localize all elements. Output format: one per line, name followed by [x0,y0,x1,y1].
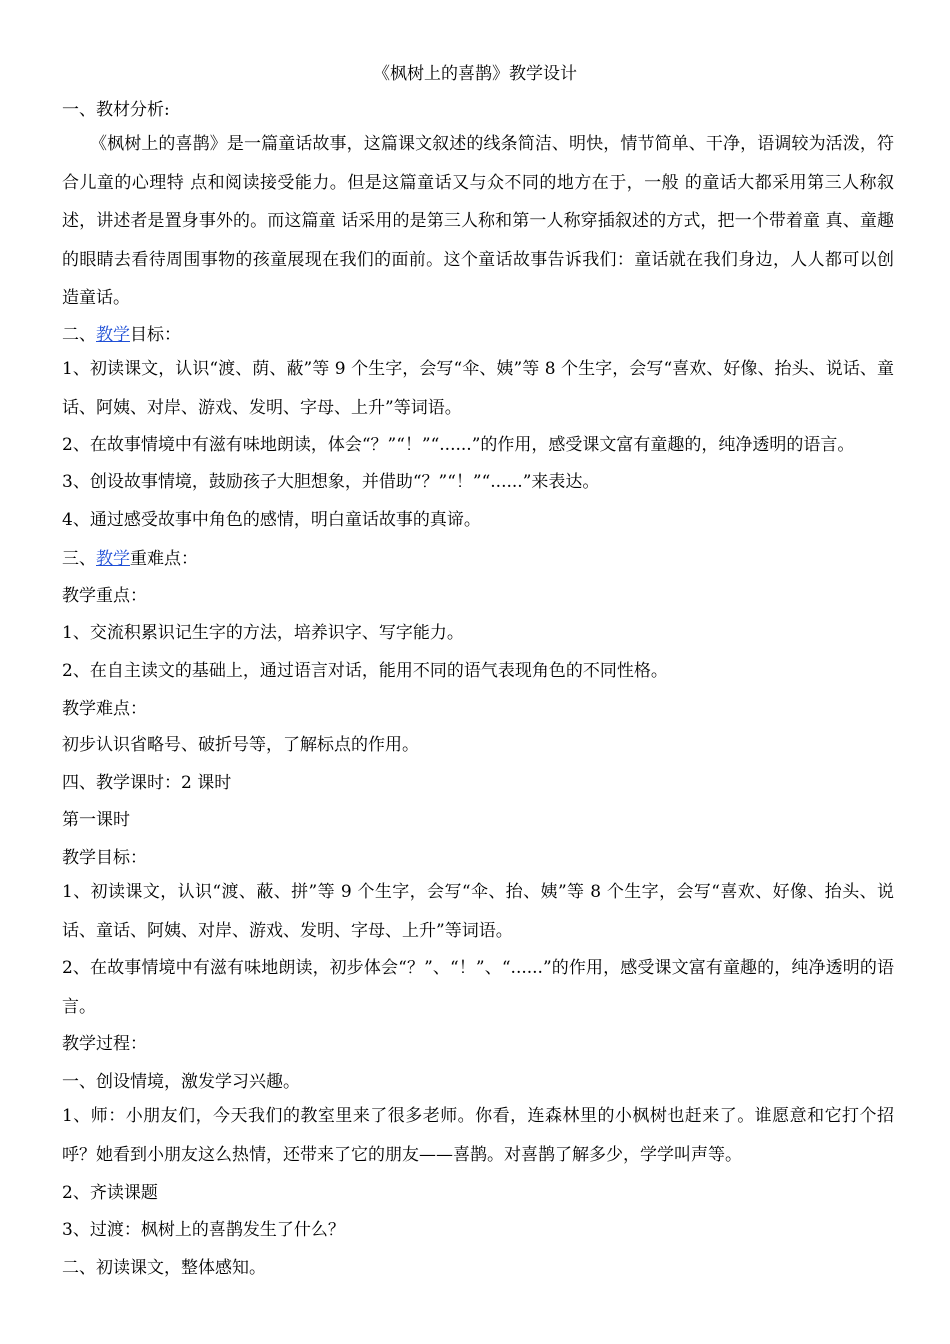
difficulty-point-1: 初步认识省略号、破折号等，了解标点的作用。 [62,735,419,755]
document-title: 《枫树上的喜鹊》教学设计 [373,64,577,84]
section-number: 三、 [62,549,96,569]
step-1-item-2: 2、齐读课题 [62,1183,158,1203]
step-1-item-1: 1、师：小朋友们，今天我们的教室里来了很多老师。你看，连森林里的小枫树也赶来了。谁愿意和它打个招呼？她看到小朋友这么热情，还带来了它的朋友——喜鹊。对喜鹊了解多少，学学叫声等。 [62,1106,894,1165]
step-1-heading: 一、创设情境，激发学习兴趣。 [62,1072,300,1092]
process-heading: 教学过程： [62,1034,147,1054]
teaching-link[interactable]: 教学 [96,549,130,569]
goal-item-2: 2、在故事情境中有滋有味地朗读，体会“？”“！”“......”的作用，感受课文富有童趣的，纯净透明的语言。 [62,435,855,455]
lesson-goal-1: 1、初读课文，认识“渡、蔽、拼”等 9 个生字，会写“伞、抬、姨”等 8 个生字，会写“喜欢、好像、抬头、说话、童话、阿姨、对岸、游戏、发明、字母、上升”等词语。 [62,882,894,941]
goal-item-1: 1、初读课文，认识“渡、荫、蔽”等 9 个生字，会写“伞、姨”等 8 个生字，会写“喜欢、好像、抬头、说话、童话、阿姨、对岸、游戏、发明、字母、上升”等词语。 [62,359,894,418]
section-label: 重难点： [130,549,198,569]
section-number: 二、 [62,325,96,345]
section-heading-keypoints [62,547,894,571]
step-1-item-3: 3、过渡：枫树上的喜鹊发生了什么？ [62,1220,345,1240]
lesson-goals-heading: 教学目标： [62,848,147,868]
lesson-count: 四、教学课时：2 课时 [62,773,232,793]
goal-item-3: 3、创设故事情境，鼓励孩子大胆想象，并借助“？”“！”“......”来表达。 [62,472,600,492]
analysis-paragraph: 《枫树上的喜鹊》是一篇童话故事，这篇课文叙述的线条简洁、明快，情节简单、干净，语调较为活泼，符合儿童的心理特 点和阅读接受能力。但是这篇童话又与众不同的地方在于，一般 的童话大都采用第三人称叙述，讲述者是置身事外的。而这篇童 话采用的是第三人称和第一人称穿插叙述的方式，把一个带着童 真、童趣的眼睛去看待周围事物的孩童展现在我们的面前。这个童话故事告诉我们：童话就在我们身边，人人都可以创造童话。 [62,134,894,308]
section-heading-analysis: 一、教材分析: [62,100,170,120]
section-heading-goals [62,323,894,347]
key-point-2: 2、在自主读文的基础上，通过语言对话，能用不同的语气表现角色的不同性格。 [62,661,668,681]
lesson-goal-2: 2、在故事情境中有滋有味地朗读，初步体会“？”、“！”、“......”的作用，感受课文富有童趣的，纯净透明的语言。 [62,958,894,1017]
section-label: 目标： [130,325,181,345]
first-lesson-heading: 第一课时 [62,810,130,830]
teaching-link[interactable]: 教学 [96,325,130,345]
key-points-heading: 教学重点： [62,586,147,606]
difficulty-heading: 教学难点： [62,699,147,719]
key-point-1: 1、交流积累识记生字的方法，培养识字、写字能力。 [62,623,464,643]
step-2-heading: 二、初读课文，整体感知。 [62,1258,266,1278]
goal-item-4: 4、通过感受故事中角色的感情，明白童话故事的真谛。 [62,510,481,530]
